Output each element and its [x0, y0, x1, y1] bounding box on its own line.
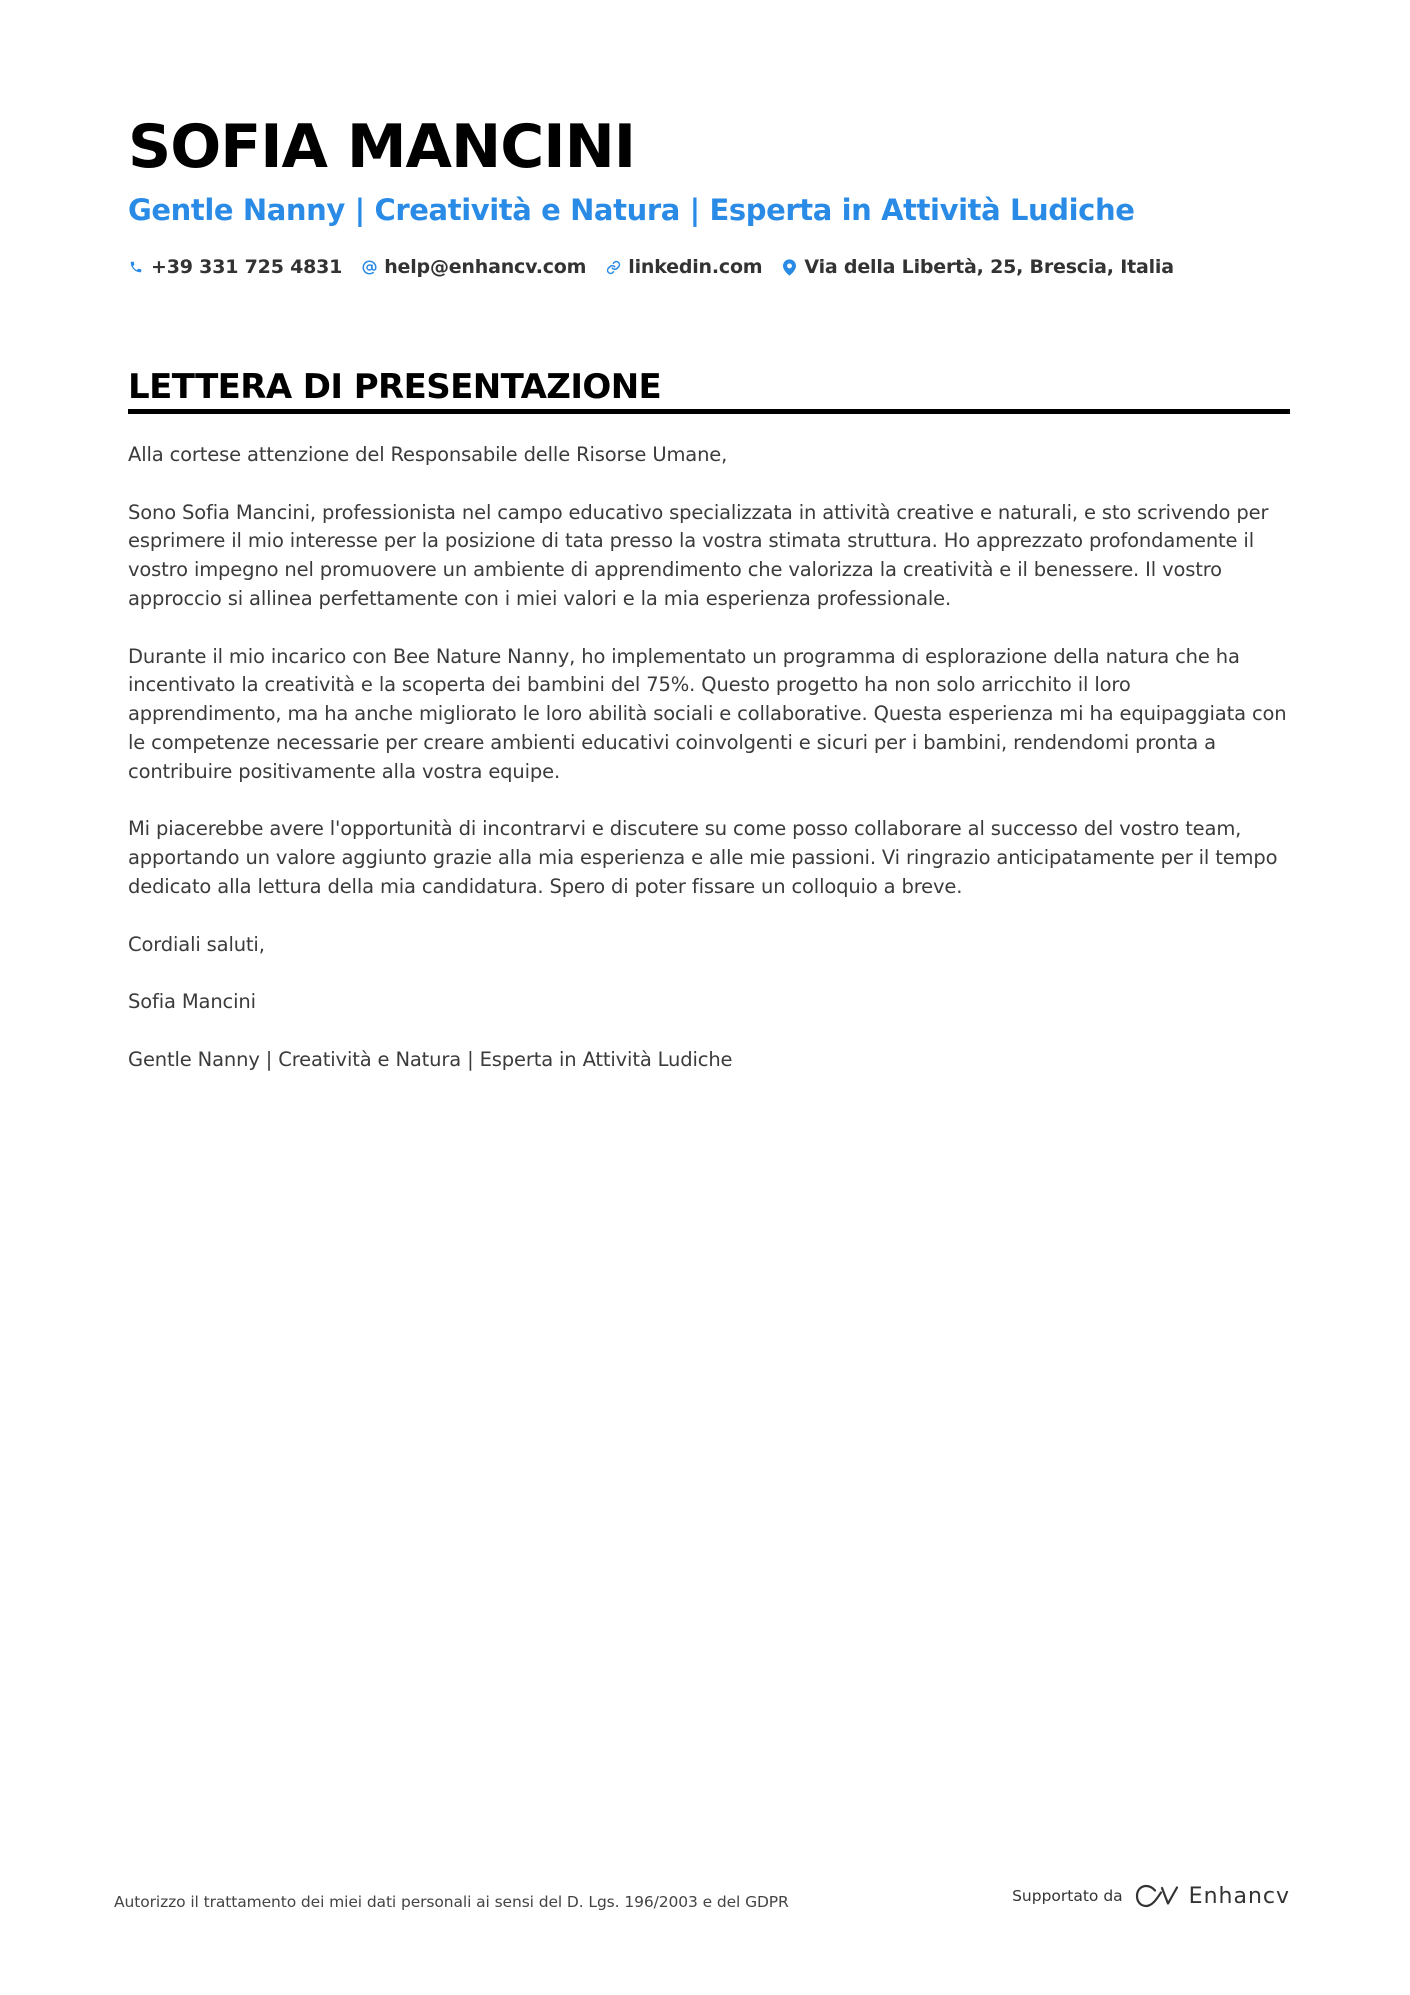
- at-sign-icon: [361, 258, 377, 276]
- map-pin-icon: [781, 258, 797, 276]
- contact-linkedin[interactable]: [605, 256, 762, 278]
- letter-paragraph: Durante il mio incarico con Bee Nature Nanny, ho implementato un programma di esplorazione della natura che ha incentivato la creatività e la scoperta dei bambini del 75%. Questo progetto ha non solo arricchito il loro apprendimento, ma ha anche migliorato le loro abilità sociali e collaborative. Questa esperienza mi ha equipaggiata con le competenze necessarie per creare ambienti educativi coinvolgenti e sicuri per i bambini, rendendomi pronta a contribuire positivamente alla vostra equipe.: [128, 644, 1287, 783]
- phone-icon: [128, 258, 144, 276]
- signature-title: Gentle Nanny | Creatività e Natura | Esperta in Attività Ludiche: [128, 1047, 733, 1071]
- brand-name: Enhancv: [1188, 1883, 1290, 1909]
- letter-paragraph: Sono Sofia Mancini, professionista nel campo educativo specializzata in attività creative e naturali, e sto scrivendo per esprimere il mio interesse per la posizione di tata presso la vostra stimata struttura. Ho apprezzato profondamente il vostro impegno nel promuovere un ambiente di apprendimento che valorizza la creatività e il benessere. Il vostro approccio si allinea perfettamente con i miei valori e la mia esperienza professionale.: [128, 500, 1269, 610]
- privacy-consent: Autorizzo il trattamento dei miei dati personali ai sensi del D. Lgs. 196/2003 e del GDPR: [114, 1893, 789, 1911]
- candidate-name: SOFIA MANCINI: [128, 112, 636, 182]
- letter-closing: Cordiali saluti,: [128, 932, 265, 956]
- contact-email[interactable]: [361, 256, 586, 278]
- contact-address: [781, 256, 1173, 278]
- letter-paragraph: Mi piacerebbe avere l'opportunità di incontrarvi e discutere su come posso collaborare al successo del vostro team, apportando un valore aggiunto grazie alla mia esperienza e alle mie passioni. Vi ringrazio anticipatamente per il tempo dedicato alla lettura della mia candidatura. Spero di poter fissare un colloquio a breve.: [128, 817, 1278, 898]
- letter-salutation: Alla cortese attenzione del Responsabile delle Risorse Umane,: [128, 443, 728, 466]
- contact-linkedin-text: linkedin.com: [628, 256, 763, 278]
- candidate-headline: Gentle Nanny | Creatività e Natura | Esperta in Attività Ludiche: [128, 193, 1135, 227]
- contact-email-text: help@enhancv.com: [384, 256, 587, 278]
- contact-address-text: Via della Libertà, 25, Brescia, Italia: [804, 256, 1174, 278]
- signature-name: Sofia Mancini: [128, 990, 256, 1014]
- supported-by-label: Supportato da: [1012, 1887, 1123, 1905]
- footer-branding: [1012, 1878, 1290, 1914]
- enhancv-logo-icon: [1135, 1884, 1179, 1908]
- contact-phone[interactable]: [128, 256, 342, 278]
- section-title: LETTERA DI PRESENTAZIONE: [128, 367, 662, 407]
- link-icon: [605, 258, 621, 276]
- contact-phone-text: +39 331 725 4831: [151, 256, 343, 278]
- contact-bar: [128, 252, 1193, 282]
- section-divider: [128, 409, 1290, 414]
- letter-body: [128, 441, 1290, 1103]
